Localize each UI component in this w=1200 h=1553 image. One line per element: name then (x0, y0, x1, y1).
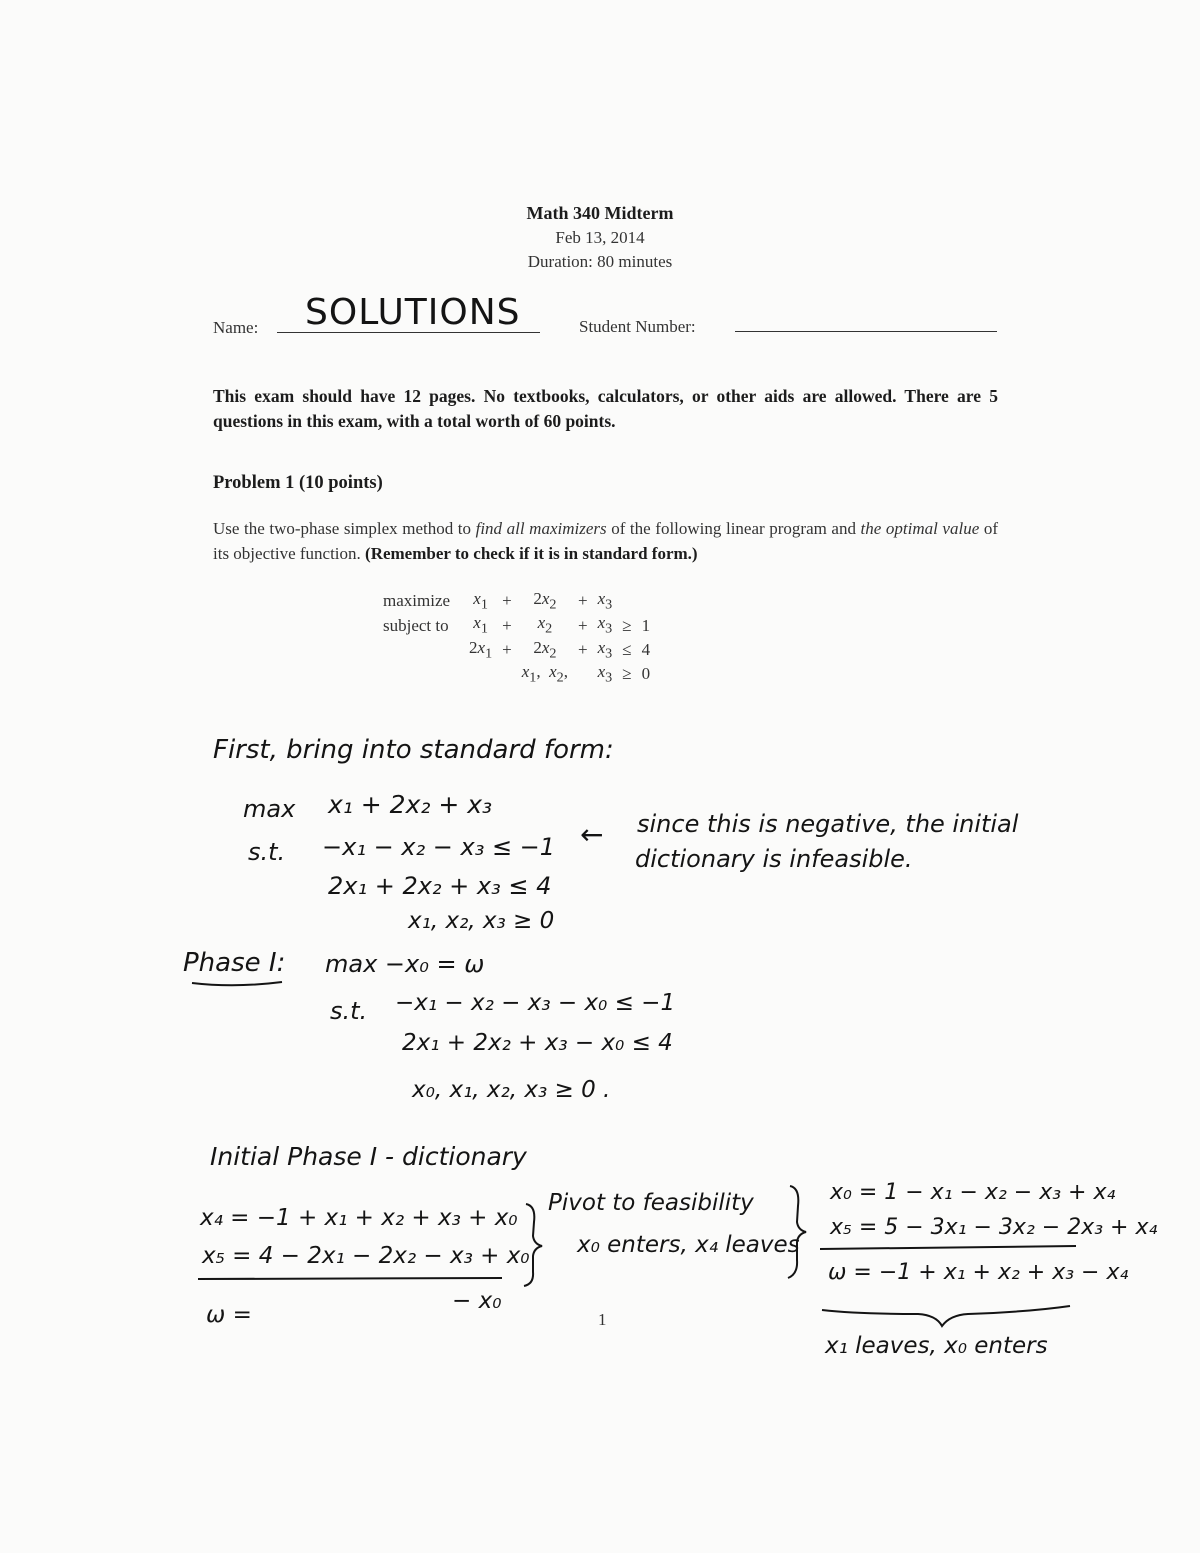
name-label: Name: (213, 318, 259, 337)
hw-nonneg: x₁, x₂, x₃ ≥ 0 (408, 908, 555, 934)
hw-phase1-constraint-1: −x₁ − x₂ − x₃ − x₀ ≤ −1 (395, 990, 676, 1016)
hw-phase1-objective: max −x₀ = ω (325, 950, 485, 978)
linear-program: maximize $x_1$ + $2x_2$ + $x_3$ subject to $x_1$ + $x_2$ + $x_3$ ≥ 1 $2x_1$ + $2x_2$ + $x_3$ ≤ 4 $x_1$, $x_2$, $x_3$ ≥ 0 (378, 589, 655, 687)
hw-phase1-st-label: s.t. (330, 997, 368, 1025)
page-number: 1 (598, 1310, 607, 1329)
hw-result-x0: x₀ = 1 − x₁ − x₂ − x₃ + x₄ (830, 1180, 1116, 1205)
problem-heading: Problem 1 (10 points) (213, 473, 383, 493)
hw-dict-x5: x₅ = 4 − 2x₁ − 2x₂ − x₃ + x₀ (202, 1243, 530, 1269)
hw-objective: x₁ + 2x₂ + x₃ (328, 790, 493, 819)
student-number-line (735, 331, 997, 332)
hw-phase1-label: Phase I: (183, 948, 286, 978)
hw-right-brace (782, 1182, 812, 1282)
hw-dict-x4: x₄ = −1 + x₁ + x₂ + x₃ + x₀ (200, 1205, 518, 1231)
hw-intro: First, bring into standard form: (213, 735, 614, 765)
student-number-label: Student Number: (579, 317, 696, 336)
hw-phase1-underline (190, 978, 290, 990)
hw-underbrace (818, 1298, 1076, 1330)
hw-note-1: since this is negative, the initial (637, 810, 1019, 838)
exam-title: Math 340 Midterm (526, 203, 674, 223)
hw-result-note: x₁ leaves, x₀ enters (825, 1333, 1048, 1359)
hw-pivot-2: x₀ enters, x₄ leaves (577, 1232, 800, 1258)
hw-dictionary-heading: Initial Phase I - dictionary (210, 1142, 527, 1171)
hw-dict-w: ω = (206, 1302, 252, 1328)
subject-to-label: subject to (383, 615, 449, 635)
hw-pivot-1: Pivot to feasibility (548, 1190, 754, 1216)
hw-phase1-nonneg: x₀, x₁, x₂, x₃ ≥ 0 . (412, 1077, 611, 1103)
hw-st-label: s.t. (248, 838, 286, 866)
name-value: SOLUTIONS (305, 292, 521, 333)
hw-result-rule (818, 1244, 1080, 1252)
exam-instructions: This exam should have 12 pages. No textbooks, calculators, or other aids are allowed. There are 5 questions in this exam, with a total worth of 60 points. (213, 386, 998, 431)
hw-result-x5: x₅ = 5 − 3x₁ − 3x₂ − 2x₃ + x₄ (830, 1215, 1158, 1240)
hw-dict-w-value: − x₀ (452, 1288, 502, 1314)
hw-left-brace (520, 1200, 550, 1290)
hw-dict-rule (196, 1275, 508, 1283)
hw-constraint-1: −x₁ − x₂ − x₃ ≤ −1 (322, 833, 556, 861)
problem-text: Use the two-phase simplex method to find all maximizers of the following linear program and the optimal value of its objective function. (Remember to check if it is in standard form.) (213, 519, 998, 563)
exam-date: Feb 13, 2014 (555, 228, 645, 247)
hw-arrow: ← (580, 818, 604, 851)
hw-max-label: max (243, 795, 296, 823)
exam-duration: Duration: 80 minutes (527, 252, 673, 271)
hw-phase1-constraint-2: 2x₁ + 2x₂ + x₃ − x₀ ≤ 4 (402, 1030, 673, 1056)
hw-result-w: ω = −1 + x₁ + x₂ + x₃ − x₄ (828, 1260, 1129, 1285)
hw-note-2: dictionary is infeasible. (635, 845, 913, 873)
hw-constraint-2: 2x₁ + 2x₂ + x₃ ≤ 4 (328, 872, 552, 900)
maximize-label: maximize (383, 591, 451, 611)
